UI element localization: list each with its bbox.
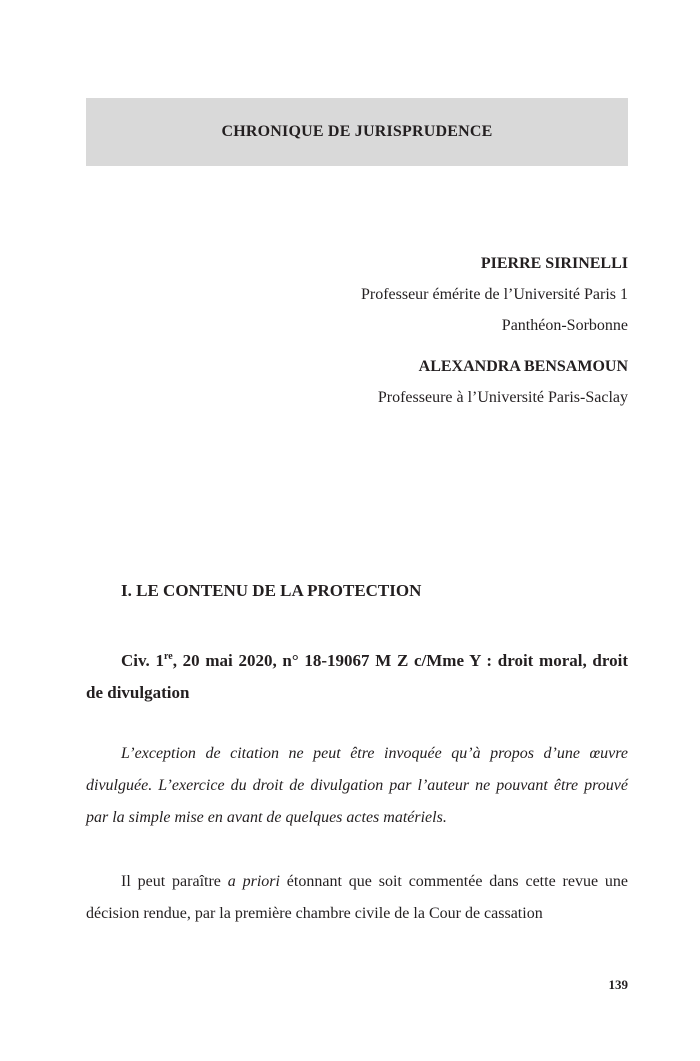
case-abstract: L’exception de citation ne peut être invoquée qu’à propos d’une œuvre divulguée. L’exercice du droit de divulgation par l’auteur ne pouvant être prouvé par la simple mise en avant de quelques actes matériels. (86, 745, 628, 826)
banner-title: CHRONIQUE DE JURISPRUDENCE (221, 123, 493, 140)
chronicle-banner (86, 98, 628, 166)
authors-block (361, 248, 628, 413)
case-court-superscript: re (164, 651, 173, 662)
body-text-2: étonnant que soit commentée dans cette revue une décision rendue, par la première chambre civile de la Cour de cassation (86, 873, 629, 922)
case-reference (86, 645, 628, 709)
author-spacer (361, 341, 628, 351)
author-name-1: PIERRE SIRINELLI (480, 255, 628, 272)
author-affiliation-1a: Professeur émérite de l’Université Paris 1 (360, 286, 628, 303)
body-text-1: Il peut paraître (121, 873, 228, 890)
author-affiliation-1b: Panthéon-Sorbonne (501, 317, 628, 334)
page-number: 139 (608, 977, 628, 992)
author-name-2: ALEXANDRA BENSAMOUN (418, 358, 628, 375)
body-paragraph (86, 866, 628, 930)
body-emphasis: a priori (227, 873, 280, 890)
case-court: Civ. 1 (121, 651, 165, 670)
author-affiliation-2a: Professeure à l’Université Paris-Saclay (377, 389, 628, 406)
case-details: , 20 mai 2020, n° 18-19067 M Z c/Mme Y : droit moral, droit de divulgation (86, 651, 629, 702)
section-heading: I. LE CONTENU DE LA PROTECTION (121, 581, 422, 600)
